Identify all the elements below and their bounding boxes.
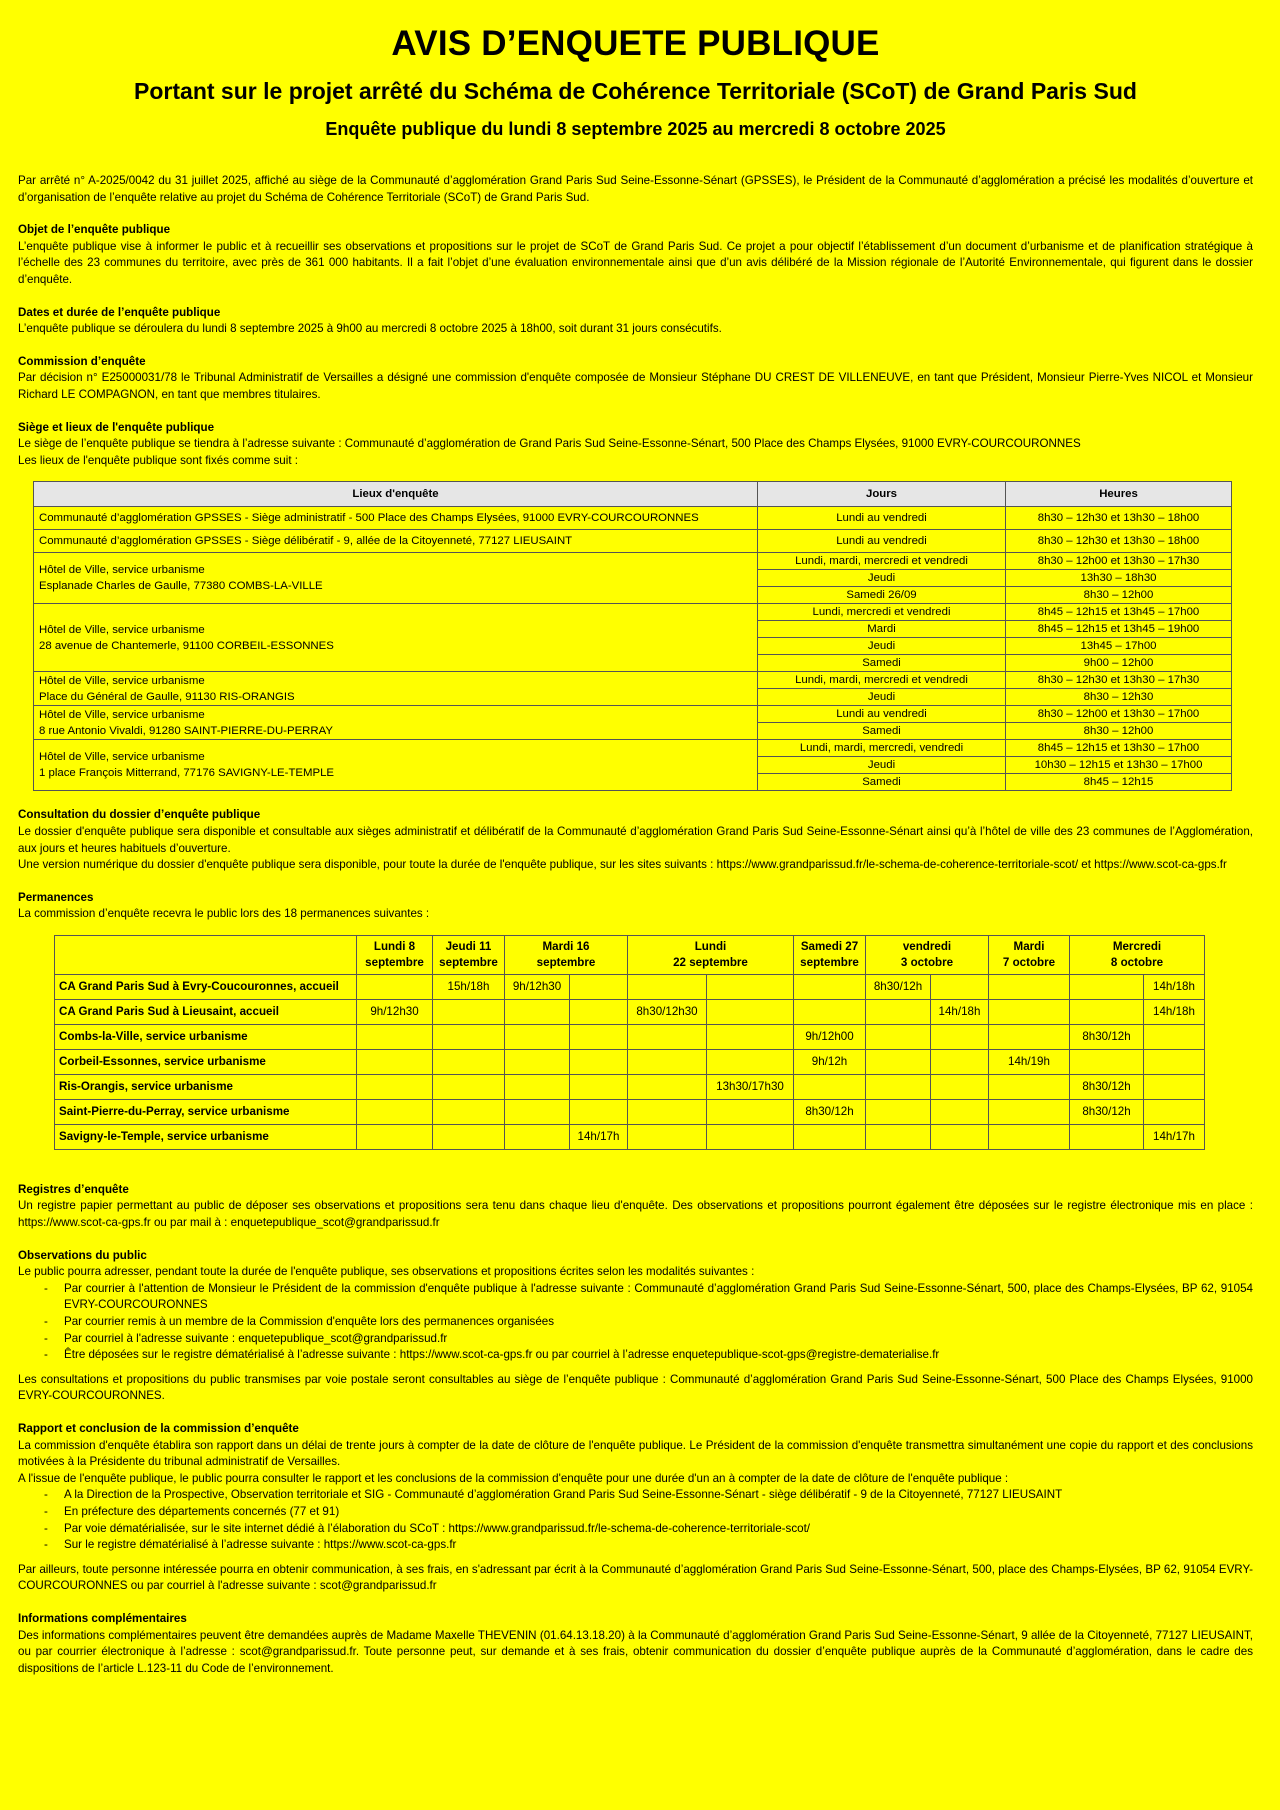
observations-item: - Par courrier à l'attention de Monsieur le Président de la commission d'enquête publique à l'adresse suivante : Communauté d’agglomération Grand Paris Sud Seine-Essonne-Sénart, 500, place des Champs-Elysées, BP 62, 91054 EVRY-COURCOURONNES	[64, 1281, 1253, 1314]
lieux-header-jours: Jours	[758, 482, 1006, 507]
permanences-slot: 14h/18h	[931, 999, 989, 1024]
permanences-row	[55, 1099, 1205, 1124]
permanences-date-header	[357, 935, 433, 974]
lieux-jours-cell: Lundi au vendredi	[758, 706, 1006, 723]
permanences-date-header	[989, 935, 1070, 974]
section-text-siege-1: Le siège de l’enquête publique se tiendra à l’adresse suivante : Communauté d’agglomération de Grand Paris Sud Seine-Essonne-Sénart, 500 Place des Champs Elysées, 91000 EVRY-COURCOURONNES	[18, 437, 1081, 451]
permanences-date-header	[433, 935, 505, 974]
permanences-slot	[866, 1074, 931, 1099]
lieux-header-heures: Heures	[1006, 482, 1232, 507]
lieux-place-cell	[34, 553, 758, 604]
permanences-slot	[866, 999, 931, 1024]
permanences-slot	[505, 1099, 570, 1124]
permanences-date-header	[1070, 935, 1205, 974]
permanences-slot	[1144, 1049, 1205, 1074]
lieux-row	[34, 740, 1232, 757]
permanences-slot	[931, 974, 989, 999]
permanences-slot	[931, 1024, 989, 1049]
section-title-dates: Dates et durée de l’enquête publique	[18, 305, 221, 319]
rapport-item: - Sur le registre dématérialisé à l’adresse suivante : https://www.scot-ca-gps.fr	[64, 1537, 1253, 1554]
permanences-slot: 14h/17h	[570, 1124, 628, 1149]
permanences-slot	[628, 1099, 707, 1124]
permanences-slot	[505, 1049, 570, 1074]
rapport-item: - A la Direction de la Prospective, Observation territoriale et SIG - Communauté d’agglomération Grand Paris Sud Seine-Essonne-Sénart - siège délibératif - 9 de la Citoyenneté, 77127 LIEUSAINT	[64, 1487, 1253, 1504]
permanences-slot	[628, 1024, 707, 1049]
lieux-heures-cell: 8h45 – 12h15 et 13h30 – 17h00	[1006, 740, 1232, 757]
section-title-siege: Siège et lieux de l'enquête publique	[18, 420, 215, 434]
permanences-slot	[707, 1049, 794, 1074]
lieux-jours-cell: Samedi	[758, 723, 1006, 740]
rapport-item: - En préfecture des départements concernés (77 et 91)	[64, 1504, 1253, 1521]
lieux-row	[34, 553, 1232, 570]
section-text-consultation-2: Une version numérique du dossier d'enquête publique sera disponible, pour toute la durée de l'enquête publique, sur les sites suivants : https://www.grandparissud.fr/le-schema-de-coherence-territoriale-scot/ et https://www.scot-ca-gps.fr	[18, 858, 1227, 872]
permanences-slot	[989, 1024, 1070, 1049]
permanences-slot	[931, 1099, 989, 1124]
permanences-slot: 14h/18h	[1144, 999, 1205, 1024]
permanences-slot	[357, 974, 433, 999]
section-title-registres: Registres d’enquête	[18, 1182, 129, 1196]
lieux-heures-cell: 8h30 – 12h00 et 13h30 – 17h30	[1006, 553, 1232, 570]
section-text-rapport-2: A l'issue de l'enquête publique, le public pourra consulter le rapport et les conclusions de la commission d'enquête pour une durée d'un an à compter de la date de clôture de l'enquête publique :	[18, 1471, 1009, 1485]
rapport-item: - Par voie dématérialisée, sur le site internet dédié à l’élaboration du SCoT : https://www.grandparissud.fr/le-schema-de-coherence-territoriale-scot/	[64, 1521, 1253, 1538]
lieux-heures-cell: 8h45 – 12h15 et 13h45 – 19h00	[1006, 621, 1232, 638]
lieux-heures-cell: 8h45 – 12h15	[1006, 774, 1232, 791]
permanences-slot	[1144, 1099, 1205, 1124]
permanences-slot	[989, 999, 1070, 1024]
section-text-commission: Par décision n° E25000031/78 le Tribunal Administratif de Versailles a désigné une commission d'enquête composée de Monsieur Stéphane DU CREST DE VILLENEUVE, en tant que Président, Monsieur Pierre-Yves NICOL et Monsieur Richard LE COMPAGNON, en tant que membres titulaires.	[18, 371, 1253, 401]
lieux-jours-cell: Jeudi	[758, 570, 1006, 587]
permanences-date-line2: septembre	[439, 955, 498, 969]
lieux-place-cell	[34, 672, 758, 706]
permanences-slot	[707, 1124, 794, 1149]
lieux-jours-cell: Samedi	[758, 655, 1006, 672]
section-text-dates: L’enquête publique se déroulera du lundi 8 septembre 2025 à 9h00 au mercredi 8 octobre 2025 à 18h00, soit durant 31 jours consécutifs.	[18, 322, 722, 336]
permanences-slot	[707, 999, 794, 1024]
section-title-permanences: Permanences	[18, 890, 94, 904]
permanences-date-line2: 8 octobre	[1110, 955, 1164, 969]
permanences-date-line1: Samedi 27	[800, 939, 859, 953]
permanences-site: Corbeil-Essonnes, service urbanisme	[55, 1049, 357, 1074]
permanences-slot	[357, 1049, 433, 1074]
permanences-date-line2: septembre	[800, 955, 859, 969]
permanences-slot	[570, 1024, 628, 1049]
lieux-table-header	[34, 482, 1232, 507]
permanences-date-line1: vendredi	[902, 939, 952, 953]
lieux-place-name: Hôtel de Ville, service urbanisme	[39, 564, 205, 577]
lieux-row	[34, 604, 1232, 621]
permanences-slot: 8h30/12h	[1070, 1024, 1144, 1049]
section-title-infos: Informations complémentaires	[18, 1611, 187, 1625]
permanences-slot	[1144, 1024, 1205, 1049]
permanences-slot: 15h/18h	[433, 974, 505, 999]
section-title-consultation: Consultation du dossier d’enquête publique	[18, 808, 261, 822]
lieux-heures-cell: 13h45 – 17h00	[1006, 638, 1232, 655]
lieux-row	[34, 672, 1232, 689]
permanences-date-line1: Jeudi 11	[445, 939, 492, 953]
permanences-row	[55, 974, 1205, 999]
permanences-slot: 9h/12h	[794, 1049, 866, 1074]
lieux-place-cell	[34, 740, 758, 791]
lieux-row	[34, 507, 1232, 530]
permanences-slot	[628, 1049, 707, 1074]
permanences-row	[55, 999, 1205, 1024]
lieux-place-name: Communauté d’agglomération GPSSES - Siège administratif - 500 Place des Champs Elysées, 91000 EVRY-COURCOURONNES	[39, 512, 699, 525]
permanences-slot	[433, 999, 505, 1024]
lieux-jours-cell: Lundi, mardi, mercredi, vendredi	[758, 740, 1006, 757]
lieux-place-cell	[34, 530, 758, 553]
lieux-place-name: Hôtel de Ville, service urbanisme	[39, 674, 205, 687]
notice-title: AVIS D’ENQUETE PUBLIQUE	[391, 24, 880, 63]
permanences-slot	[989, 1124, 1070, 1149]
permanences-slot	[866, 1099, 931, 1124]
lieux-heures-cell: 10h30 – 12h15 et 13h30 – 17h00	[1006, 757, 1232, 774]
permanences-slot	[989, 1099, 1070, 1124]
section-text-rapport-outro: Par ailleurs, toute personne intéressée pourra en obtenir communication, à ses frais, en s'adressant par écrit à la Communauté d’agglomération Grand Paris Sud Seine-Essonne-Sénart, 500, place des Champs-Elysées, BP 62, 91054 EVRY-COURCOURONNES ou par courriel à l'adresse suivante : scot@grandparissud.fr	[18, 1562, 1253, 1593]
permanences-slot	[707, 1099, 794, 1124]
permanences-slot: 14h/17h	[1144, 1124, 1205, 1149]
lieux-header-lieux: Lieux d'enquête	[34, 482, 758, 507]
observations-item: - Être déposées sur le registre dématérialisé à l’adresse suivante : https://www.scot-ca-gps.fr ou par courriel à l’adresse enquetepublique-scot-gps@registre-dematerialise.fr	[64, 1347, 1253, 1364]
permanences-slot	[707, 1024, 794, 1049]
lieux-jours-cell: Lundi au vendredi	[758, 530, 1006, 553]
permanences-slot	[1070, 1124, 1144, 1149]
permanences-site: Combs-la-Ville, service urbanisme	[55, 1024, 357, 1049]
permanences-slot	[433, 1024, 505, 1049]
lieux-place-address: 8 rue Antonio Vivaldi, 91280 SAINT-PIERRE-DU-PERRAY	[39, 724, 333, 737]
section-text-observations-intro: Le public pourra adresser, pendant toute la durée de l'enquête publique, ses observations et propositions écrites selon les modalités suivantes :	[18, 1265, 755, 1279]
permanences-slot	[931, 1074, 989, 1099]
section-title-commission: Commission d’enquête	[18, 354, 146, 368]
permanences-row	[55, 1074, 1205, 1099]
permanences-table-header	[55, 935, 1205, 974]
lieux-jours-cell: Jeudi	[758, 757, 1006, 774]
section-text-permanences: La commission d’enquête recevra le public lors des 18 permanences suivantes :	[18, 907, 430, 921]
lieux-place-name: Communauté d’agglomération GPSSES - Siège délibératif - 9, allée de la Citoyenneté, 77127 LIEUSAINT	[39, 535, 573, 548]
intro-paragraph: Par arrêté n° A-2025/0042 du 31 juillet 2025, affiché au siège de la Communauté d’agglomération Grand Paris Sud Seine-Essonne-Sénart (GPSSES), le Président de la Communauté d’agglomération a précisé les modalités d’ouverture et d’organisation de l’enquête relative au projet du Schéma de Cohérence Territoriale (SCoT) de Grand Paris Sud.	[18, 174, 1253, 204]
permanences-slot: 8h30/12h	[1070, 1099, 1144, 1124]
observations-list	[18, 1281, 1253, 1364]
permanences-table	[54, 935, 1205, 1150]
permanences-slot: 14h/18h	[1144, 974, 1205, 999]
permanences-slot	[989, 974, 1070, 999]
section-title-objet: Objet de l’enquête publique	[18, 223, 171, 237]
lieux-place-name: Hôtel de Ville, service urbanisme	[39, 708, 205, 721]
permanences-date-line1: Lundi	[694, 939, 727, 953]
permanences-date-line1: Lundi 8	[373, 939, 416, 953]
lieux-heures-cell: 8h30 – 12h30 et 13h30 – 18h00	[1006, 530, 1232, 553]
lieux-heures-cell: 8h30 – 12h00 et 13h30 – 17h00	[1006, 706, 1232, 723]
section-text-observations-outro: Les consultations et propositions du public transmises par voie postale seront consultables au siège de l’enquête publique : Communauté d’agglomération Grand Paris Sud Seine-Essonne-Sénart, 500 Place des Champs Elysées, 91000 EVRY-COURCOURONNES.	[18, 1372, 1253, 1403]
section-title-observations: Observations du public	[18, 1248, 147, 1262]
permanences-slot	[628, 1124, 707, 1149]
lieux-place-cell	[34, 706, 758, 740]
permanences-date-header	[628, 935, 794, 974]
permanences-slot	[570, 999, 628, 1024]
permanences-site: CA Grand Paris Sud à Evry-Coucouronnes, accueil	[55, 974, 357, 999]
permanences-slot	[628, 1074, 707, 1099]
permanences-slot	[794, 974, 866, 999]
permanences-slot	[707, 974, 794, 999]
lieux-heures-cell: 8h30 – 12h00	[1006, 723, 1232, 740]
section-text-siege-2: Les lieux de l'enquête publique sont fixés comme suit :	[18, 453, 298, 467]
permanences-slot: 8h30/12h	[794, 1099, 866, 1124]
permanences-slot	[628, 974, 707, 999]
permanences-site: Saint-Pierre-du-Perray, service urbanisme	[55, 1099, 357, 1124]
permanences-date-line2: septembre	[536, 955, 596, 969]
lieux-row	[34, 530, 1232, 553]
lieux-place-cell	[34, 604, 758, 672]
permanences-date-line2: 3 octobre	[900, 955, 954, 969]
permanences-slot	[794, 999, 866, 1024]
permanences-slot	[794, 1074, 866, 1099]
lieux-place-name: Hôtel de Ville, service urbanisme	[39, 623, 205, 636]
lieux-place-cell	[34, 507, 758, 530]
lieux-jours-cell: Mardi	[758, 621, 1006, 638]
permanences-slot	[1070, 974, 1144, 999]
permanences-slot	[1070, 1049, 1144, 1074]
permanences-date-header	[866, 935, 989, 974]
permanences-row	[55, 1124, 1205, 1149]
observations-item: - Par courrier remis à un membre de la Commission d'enquête lors des permanences organisées	[64, 1314, 1253, 1331]
permanences-slot	[866, 1024, 931, 1049]
lieux-jours-cell: Jeudi	[758, 638, 1006, 655]
lieux-heures-cell: 8h45 – 12h15 et 13h45 – 17h00	[1006, 604, 1232, 621]
rapport-list	[18, 1487, 1253, 1553]
permanences-slot	[505, 1074, 570, 1099]
permanences-slot	[433, 1124, 505, 1149]
permanences-slot	[570, 1074, 628, 1099]
section-text-registres: Un registre papier permettant au public de déposer ses observations et propositions sera tenu dans chaque lieu d'enquête. Des observations et propositions pourront également être déposées sur le registre électronique mis en place : https://www.scot-ca-gps.fr ou par mail à : enquetepublique_scot@grandparissud.fr	[18, 1199, 1253, 1230]
lieux-heures-cell: 8h30 – 12h30 et 13h30 – 18h00	[1006, 507, 1232, 530]
permanences-date-line2: 7 octobre	[1002, 955, 1056, 969]
permanences-slot	[433, 1049, 505, 1074]
permanences-slot	[433, 1074, 505, 1099]
permanences-site: Ris-Orangis, service urbanisme	[55, 1074, 357, 1099]
permanences-slot: 8h30/12h30	[628, 999, 707, 1024]
permanences-slot: 14h/19h	[989, 1049, 1070, 1074]
permanences-slot: 8h30/12h	[866, 974, 931, 999]
section-title-rapport: Rapport et conclusion de la commission d’enquête	[18, 1422, 299, 1435]
permanences-slot	[357, 1124, 433, 1149]
permanences-slot: 8h30/12h	[1070, 1074, 1144, 1099]
permanences-slot: 9h/12h30	[357, 999, 433, 1024]
notice-subtitle: Portant sur le projet arrêté du Schéma de Cohérence Territoriale (SCoT) de Grand Paris Sud	[134, 78, 1137, 104]
lieux-table	[33, 481, 1232, 791]
permanences-slot	[931, 1124, 989, 1149]
permanences-site: CA Grand Paris Sud à Lieusaint, accueil	[55, 999, 357, 1024]
permanences-slot	[505, 1124, 570, 1149]
lieux-heures-cell: 9h00 – 12h00	[1006, 655, 1232, 672]
permanences-date-line1: Mercredi	[1112, 939, 1162, 953]
permanences-date-line1: Mardi	[1013, 939, 1045, 953]
permanences-date-line1: Mardi 16	[542, 939, 590, 953]
lieux-jours-cell: Jeudi	[758, 689, 1006, 706]
lieux-jours-cell: Samedi	[758, 774, 1006, 791]
permanences-slot: 13h30/17h30	[707, 1074, 794, 1099]
lieux-place-address: Place du Général de Gaulle, 91130 RIS-ORANGIS	[39, 690, 295, 703]
permanences-slot	[357, 1074, 433, 1099]
permanences-slot	[357, 1024, 433, 1049]
permanences-slot	[866, 1049, 931, 1074]
permanences-slot	[931, 1049, 989, 1074]
lieux-heures-cell: 8h30 – 12h30 et 13h30 – 17h30	[1006, 672, 1232, 689]
lieux-place-address: Esplanade Charles de Gaulle, 77380 COMBS-LA-VILLE	[39, 580, 323, 593]
permanences-slot	[357, 1099, 433, 1124]
lieux-jours-cell: Lundi, mercredi et vendredi	[758, 604, 1006, 621]
notice-dates: Enquête publique du lundi 8 septembre 2025 au mercredi 8 octobre 2025	[325, 119, 946, 139]
lieux-jours-cell: Samedi 26/09	[758, 587, 1006, 604]
lieux-heures-cell: 13h30 – 18h30	[1006, 570, 1232, 587]
permanences-slot	[989, 1074, 1070, 1099]
permanences-row	[55, 1024, 1205, 1049]
permanences-slot: 9h/12h30	[505, 974, 570, 999]
permanences-date-line2: septembre	[365, 955, 424, 969]
permanences-slot	[794, 1124, 866, 1149]
permanences-header-corner	[55, 935, 357, 974]
permanences-slot	[1070, 999, 1144, 1024]
permanences-date-header	[794, 935, 866, 974]
permanences-date-line2: 22 septembre	[673, 955, 748, 969]
section-text-infos: Des informations complémentaires peuvent être demandées auprès de Madame Maxelle THEVENIN (01.64.13.18.20) à la Communauté d’agglomération Grand Paris Sud Seine-Essonne-Sénart, 9 allée de la Citoyenneté, 77127 LIEUSAINT, ou par courrier électronique à l’adresse : scot@grandparissud.fr. Toute personne peut, sur demande et à ses frais, obtenir communication du dossier d’enquête publique auprès de la Communauté d’agglomération, dans le cadre des dispositions de l’article L.123-11 du Code de l’environnement.	[18, 1628, 1253, 1675]
permanences-slot	[866, 1124, 931, 1149]
lieux-heures-cell: 8h30 – 12h30	[1006, 689, 1232, 706]
permanences-site: Savigny-le-Temple, service urbanisme	[55, 1124, 357, 1149]
section-text-consultation-1: Le dossier d'enquête publique sera disponible et consultable aux sièges administratif et délibératif de la Communauté d’agglomération Grand Paris Sud Seine-Essonne-Sénart ainsi qu’à l’hôtel de ville des 23 communes de l’Agglomération, aux jours et heures habituels d’ouverture.	[18, 824, 1253, 855]
permanences-slot: 9h/12h00	[794, 1024, 866, 1049]
lieux-jours-cell: Lundi, mardi, mercredi et vendredi	[758, 672, 1006, 689]
permanences-row	[55, 1049, 1205, 1074]
lieux-place-address: 1 place François Mitterrand, 77176 SAVIGNY-LE-TEMPLE	[39, 767, 335, 780]
permanences-slot	[505, 999, 570, 1024]
lieux-jours-cell: Lundi, mardi, mercredi et vendredi	[758, 553, 1006, 570]
lieux-place-name: Hôtel de Ville, service urbanisme	[39, 751, 205, 764]
observations-item: - Par courriel à l'adresse suivante : enquetepublique_scot@grandparissud.fr	[64, 1331, 1253, 1348]
lieux-heures-cell: 8h30 – 12h00	[1006, 587, 1232, 604]
permanences-date-header	[505, 935, 628, 974]
permanences-slot	[433, 1099, 505, 1124]
permanences-slot	[505, 1024, 570, 1049]
section-text-objet: L’enquête publique vise à informer le public et à recueillir ses observations et propositions sur le projet de SCoT de Grand Paris Sud. Ce projet a pour objectif l’établissement d’un document d’urbanisme et de planification stratégique à l’échelle des 23 communes du territoire, avec près de 361 000 habitants. Il a fait l’objet d’une évaluation environnementale ainsi que d’un avis délibéré de la Mission régionale de l’Autorité Environnementale, qui figurent dans le dossier d’enquête.	[18, 239, 1253, 286]
permanences-slot	[570, 1049, 628, 1074]
lieux-place-address: 28 avenue de Chantemerle, 91100 CORBEIL-ESSONNES	[39, 639, 334, 652]
lieux-jours-cell: Lundi au vendredi	[758, 507, 1006, 530]
permanences-slot	[1144, 1074, 1205, 1099]
permanences-slot	[570, 1099, 628, 1124]
permanences-slot	[570, 974, 628, 999]
section-text-rapport-1: La commission d'enquête établira son rapport dans un délai de trente jours à compter de la date de clôture de l'enquête publique. Le Président de la commission d'enquête transmettra simultanément une copie du rapport et des conclusions motivées à la Présidente du tribunal administratif de Versailles.	[18, 1438, 1253, 1469]
lieux-row	[34, 706, 1232, 723]
